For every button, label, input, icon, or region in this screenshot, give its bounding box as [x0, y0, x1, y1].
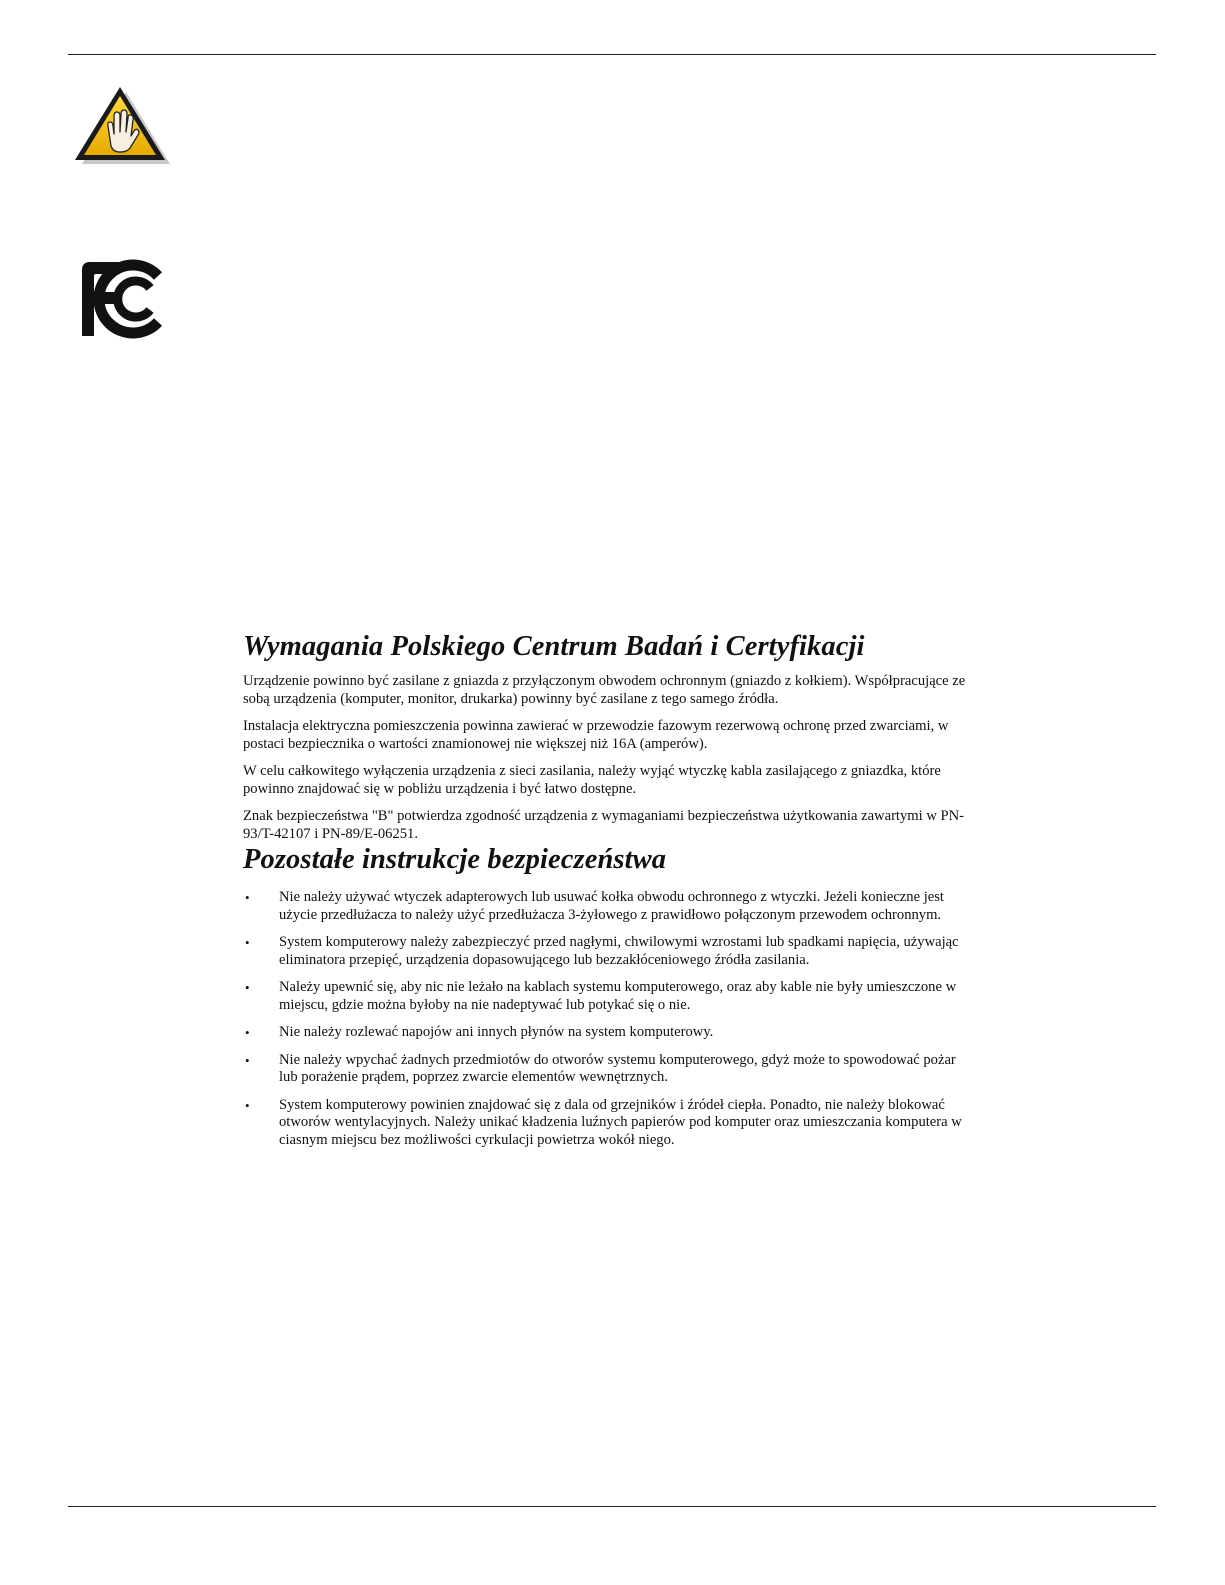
- section-other-safety-instructions: [243, 843, 973, 1149]
- paragraph: Znak bezpieczeństwa "B" potwierdza zgodność urządzenia z wymaganiami bezpieczeństwa użytkowania zawartymi w PN-93/T-42107 i PN-89/E-06251.: [243, 808, 965, 842]
- bullet-icon: •: [245, 1097, 250, 1113]
- section-title: Wymagania Polskiego Centrum Badań i Certyfikacji: [243, 631, 865, 662]
- paragraph: W celu całkowitego wyłączenia urządzenia z sieci zasilania, należy wyjąć wtyczkę kabla zasilającego z gniazdka, które powinno znajdować się w pobliżu urządzenia i być łatwo dostępne.: [243, 763, 941, 797]
- bullet-icon: •: [245, 980, 250, 995]
- safety-requirements-content: [243, 630, 973, 1149]
- bullet-list: [243, 889, 973, 1149]
- footer-rule: [68, 1506, 1156, 1507]
- list-item-text: Nie należy rozlewać napojów ani innych płynów na system komputerowy.: [279, 1024, 714, 1040]
- fcc-logo-text: FC: [70, 258, 72, 259]
- bullet-icon: •: [245, 935, 250, 950]
- section-title: Pozostałe instrukcje bezpieczeństwa: [243, 844, 667, 875]
- list-item-text: Nie należy wpychać żadnych przedmiotów do otworów systemu komputerowego, gdyż może to spowodować pożar lub porażenie prądem, poprzez zwarcie elementów wewnętrznych.: [279, 1051, 956, 1085]
- list-item-text: Nie należy używać wtyczek adapterowych lub usuwać kołka obwodu ochronnego z wtyczki. Jeżeli konieczne jest użycie przedłużacza to należy użyć przedłużacza 3-żyłowego z prawidłowo połączonym przewodem ochronnym.: [279, 889, 944, 923]
- list-item-text: System komputerowy powinien znajdować się z dala od grzejników i źródeł ciepła. Ponadto, nie należy blokować otworów wentylacyjnych. Należy unikać kładzenia luźnych papierów pod komputer oraz umieszczania komputera w ciasnym miejscu bez możliwości cyrkulacji powietrza wokół niego.: [279, 1096, 962, 1148]
- bullet-icon: •: [245, 890, 250, 905]
- bullet-icon: •: [245, 1025, 250, 1040]
- warning-hand-icon: [70, 84, 176, 168]
- list-item: [243, 1052, 973, 1087]
- list-item: [243, 1024, 973, 1042]
- list-item: [243, 979, 973, 1014]
- paragraph: Urządzenie powinno być zasilane z gniazda z przyłączonym obwodem ochronnym (gniazdo z kołkiem). Współpracujące ze sobą urządzenia (komputer, monitor, drukarka) powinny być zasilane z tego samego źródła.: [243, 673, 966, 707]
- list-item: [243, 934, 973, 969]
- bullet-icon: •: [245, 1052, 250, 1068]
- paragraph: Instalacja elektryczna pomieszczenia powinna zawierać w przewodzie fazowym rezerwową ochronę przed zwarciami, w postaci bezpiecznika o wartości znamionowej nie większej niż 16A (amperów).: [243, 718, 949, 752]
- list-item: [243, 1097, 973, 1150]
- list-item: [243, 889, 973, 924]
- list-item-text: Należy upewnić się, aby nic nie leżało na kablach systemu komputerowego, oraz aby kable nie były umieszczone w miejscu, gdzie można byłoby na nie nadeptywać lub potykać się o nie.: [279, 979, 957, 1013]
- header-rule: [68, 54, 1156, 55]
- section-polish-certification: [243, 630, 973, 843]
- fcc-logo-icon: [70, 258, 174, 340]
- list-item-text: System komputerowy należy zabezpieczyć przed nagłymi, chwilowymi wzrostami lub spadkami napięcia, używając eliminatora przepięć, urządzenia dopasowującego lub bezzakłóceniowego źródła zasilania.: [279, 934, 959, 968]
